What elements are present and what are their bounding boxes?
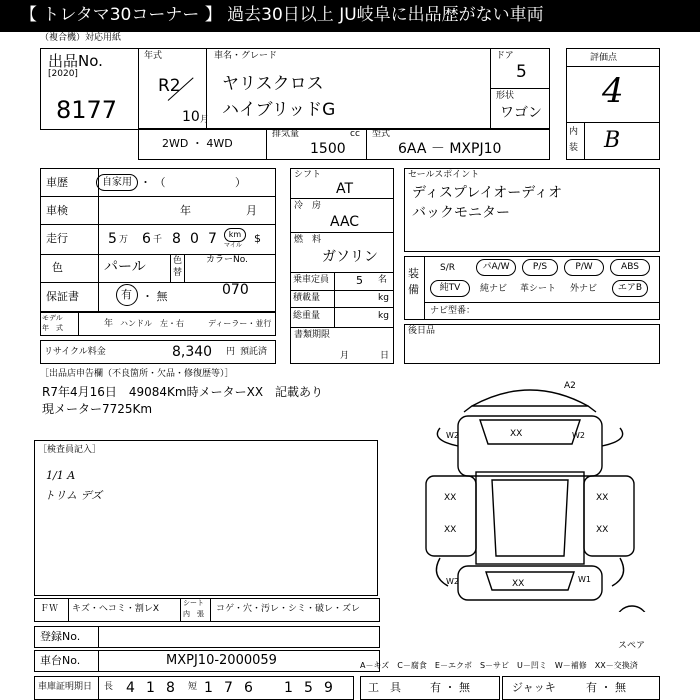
document-date-day: 日 xyxy=(380,351,390,361)
shift-value: AT xyxy=(336,181,354,197)
defects-seat-label-1: シート xyxy=(183,599,204,607)
inspector-line-1: 1/1 A xyxy=(46,469,76,482)
grade-label: 評価点 xyxy=(590,53,618,63)
color-code: 070 xyxy=(222,282,249,298)
mileage-d3: 8 xyxy=(172,231,181,247)
banner-text: 【 トレタマ30コーナー 】 過去30日以上 JU岐阜に出品歴がない車両 xyxy=(20,5,544,25)
capacity-label: 乗車定員 xyxy=(293,275,330,285)
mileage-dollar: $ xyxy=(254,232,261,245)
cert-c8: 5 xyxy=(304,680,313,696)
history-label: 車歴 xyxy=(46,176,68,189)
top-note: （複合機）対応用紙 xyxy=(40,33,122,43)
mileage-d2: 6 xyxy=(142,231,151,247)
recycle-label: リサイクル料金 xyxy=(44,347,106,357)
mileage-mile: マイル xyxy=(224,242,242,249)
mileage-u1: 万 xyxy=(119,235,129,245)
year-label: 年式 xyxy=(144,51,163,61)
car-name: ヤリスクロス xyxy=(222,74,324,94)
sales-point-label: セールスポイント xyxy=(408,170,480,180)
color-label: 色 xyxy=(52,261,63,274)
navi-model-label: ナビ型番： xyxy=(430,306,476,316)
load-label: 積載量 xyxy=(293,293,321,303)
cert-c9: 9 xyxy=(324,680,333,696)
cert-c4: 1 xyxy=(204,680,213,696)
inspection-month-unit: 月 xyxy=(246,204,257,217)
defects-seat-label-2: 内 張 xyxy=(183,610,204,618)
equip-airbag-circled: エアB xyxy=(612,280,648,297)
year-era: R2 xyxy=(158,76,181,96)
cert-long: 長 xyxy=(104,682,114,692)
equip-ext-navi: 外ナビ xyxy=(570,284,598,294)
registration-label: 登録No. xyxy=(40,630,81,643)
equipment-label-1: 装 xyxy=(408,267,419,280)
mileage-d1: 5 xyxy=(108,231,117,247)
mileage-label: 走行 xyxy=(46,232,68,245)
fuel-label: 燃 料 xyxy=(294,235,322,245)
cert-c6: 6 xyxy=(244,680,253,696)
color-change-2: 替 xyxy=(173,268,183,278)
after-items-label: 後日品 xyxy=(408,326,436,336)
year-month-unit: 月 xyxy=(200,115,210,125)
gross-unit: kg xyxy=(378,311,389,321)
notes-line-1: R7年4月16日 49084Km時メーターXX 記載あり xyxy=(42,385,324,399)
model-label: 型式 xyxy=(372,129,391,139)
recycle-unit: 円 xyxy=(226,347,236,357)
model-year-unit: 年 xyxy=(104,319,114,329)
shape-label: 形状 xyxy=(496,91,515,101)
interior-value: B xyxy=(604,128,621,153)
sales-point-line2: バックモニター xyxy=(412,205,510,221)
color-code-label: カラーNo. xyxy=(206,255,248,265)
jack-value: 有 ・ 無 xyxy=(586,681,626,694)
sales-point-line1: ディスプレイオーディオ xyxy=(412,185,563,201)
capacity-value: 5 xyxy=(356,274,363,287)
diagram-xx-left-rear: XX xyxy=(444,525,457,535)
notes-label: ［出品店申告欄（不良箇所・欠品・修復歴等）］ xyxy=(40,369,234,379)
car-damage-diagram xyxy=(400,376,660,612)
cert-c1: 4 xyxy=(126,680,135,696)
equip-navi: 純ナビ xyxy=(480,284,508,294)
equip-pw: P/W xyxy=(564,259,604,276)
name-label: 車名・グレード xyxy=(214,51,278,61)
equip-abs: ABS xyxy=(610,259,650,276)
capacity-unit: 名 xyxy=(378,275,388,285)
handle-side: ハンドル 左・右 xyxy=(120,319,184,328)
interior-label-1: 内 xyxy=(569,127,579,137)
cert-c2: 1 xyxy=(146,680,155,696)
document-date-label: 書類期限 xyxy=(294,330,331,340)
displacement-unit: cc xyxy=(350,129,360,139)
jack-label: ジャッキ xyxy=(512,681,556,694)
lot-year-stamp: [2020] xyxy=(48,69,78,79)
drive-type: 2WD ・ 4WD xyxy=(162,137,233,150)
color-value: パール xyxy=(104,259,146,275)
load-unit: kg xyxy=(378,293,389,303)
equip-ps: P/S xyxy=(522,259,558,276)
dealer-type: ディーラー・並行 xyxy=(208,319,272,328)
model-code: 6AA － MXPJ10 xyxy=(398,141,502,157)
mileage-d5: 7 xyxy=(208,231,217,247)
grade-value: 4 xyxy=(602,71,624,111)
inspector-label: ［検査員記入］ xyxy=(38,445,102,455)
model-year-label-2: 年 式 xyxy=(42,324,63,332)
doors-label: ドア xyxy=(496,51,514,61)
model-year-label-1: モデル xyxy=(42,314,63,322)
equip-paw-circled: パA/W xyxy=(476,259,516,276)
cert-c5: 7 xyxy=(224,680,233,696)
fuel-value: ガソリン xyxy=(322,249,378,265)
car-grade: ハイブリッドG xyxy=(222,100,336,120)
equip-leather: 革シート xyxy=(520,284,557,294)
defects-fw: ＦＷ xyxy=(40,604,59,614)
diagram-xx-right-rear: XX xyxy=(596,525,609,535)
diagram-w2-right: W2 xyxy=(572,431,585,440)
diagram-xx-rear: XX xyxy=(512,579,525,589)
recycle-note: 預託済 xyxy=(240,347,268,357)
recycle-value: 8,340 xyxy=(172,344,213,360)
chassis-label: 車台No. xyxy=(40,654,81,667)
spare-label: スペア xyxy=(618,641,646,651)
displacement-label: 排気量 xyxy=(272,129,300,139)
inspection-label: 車検 xyxy=(46,204,68,217)
gross-label: 総重量 xyxy=(293,311,321,321)
interior-label-2: 装 xyxy=(569,143,579,153)
diagram-xx-left-front: XX xyxy=(444,493,457,503)
diagram-w2-rear: W2 xyxy=(446,577,459,586)
warranty-yes: 有 xyxy=(121,288,132,301)
cert-c3: 8 xyxy=(166,680,175,696)
mileage-km-circled: km xyxy=(224,228,246,242)
equipment-label-2: 備 xyxy=(408,283,419,296)
document-date-month: 月 xyxy=(340,351,350,361)
shape-value: ワゴン xyxy=(500,105,542,121)
history-other: ・ （ ） xyxy=(140,176,246,189)
diagram-a2: A2 xyxy=(564,381,576,391)
lot-number: 8177 xyxy=(56,96,118,124)
tool-value: 有 ・ 無 xyxy=(430,681,470,694)
registration-row xyxy=(34,626,380,648)
ac-value: AAC xyxy=(330,214,360,230)
diagram-w2-left: W2 xyxy=(446,431,459,440)
inspector-box xyxy=(34,440,378,596)
diagram-xx-right-front: XX xyxy=(596,493,609,503)
color-change-1: 色 xyxy=(173,256,183,266)
damage-legend: A－キズ C－腐食 E－エクボ S－サビ U－凹ミ W－補修 XX－交換済 xyxy=(360,661,638,670)
doors-value: 5 xyxy=(516,62,527,82)
shift-label: シフト xyxy=(294,170,322,180)
garage-cert-label: 車庫証明期日 xyxy=(38,682,93,692)
chassis-number: MXPJ10-2000059 xyxy=(166,653,277,668)
displacement-value: 1500 xyxy=(310,141,346,157)
tool-label: 工 具 xyxy=(368,681,401,694)
notes-line-2: 現メーター7725Km xyxy=(42,402,153,416)
year-month: 10 xyxy=(182,109,200,125)
cert-short: 短 xyxy=(188,682,198,692)
equip-tv-circled: 純TV xyxy=(430,280,470,297)
diagram-xx-front: XX xyxy=(510,429,523,439)
inspector-line-2: トリム デズ xyxy=(44,489,103,502)
diagram-w1: W1 xyxy=(578,575,591,584)
equip-sr: S/R xyxy=(440,263,455,273)
mileage-u2: 千 xyxy=(153,235,163,245)
cert-c7: 1 xyxy=(284,680,293,696)
lot-label: 出品No. xyxy=(48,52,103,70)
defects-scratch: キズ・ヘコミ・割レX xyxy=(72,604,159,614)
inspection-year-unit: 年 xyxy=(180,204,191,217)
ac-label: 冷 房 xyxy=(294,201,322,211)
defects-seat: コゲ・穴・汚レ・シミ・破レ・ズレ xyxy=(216,604,361,614)
warranty-label: 保証書 xyxy=(46,290,79,303)
mileage-d4: 0 xyxy=(190,231,199,247)
after-items-box xyxy=(404,324,660,364)
history-private-circled: 自家用 xyxy=(96,174,138,191)
warranty-none: ・ 無 xyxy=(142,290,168,303)
